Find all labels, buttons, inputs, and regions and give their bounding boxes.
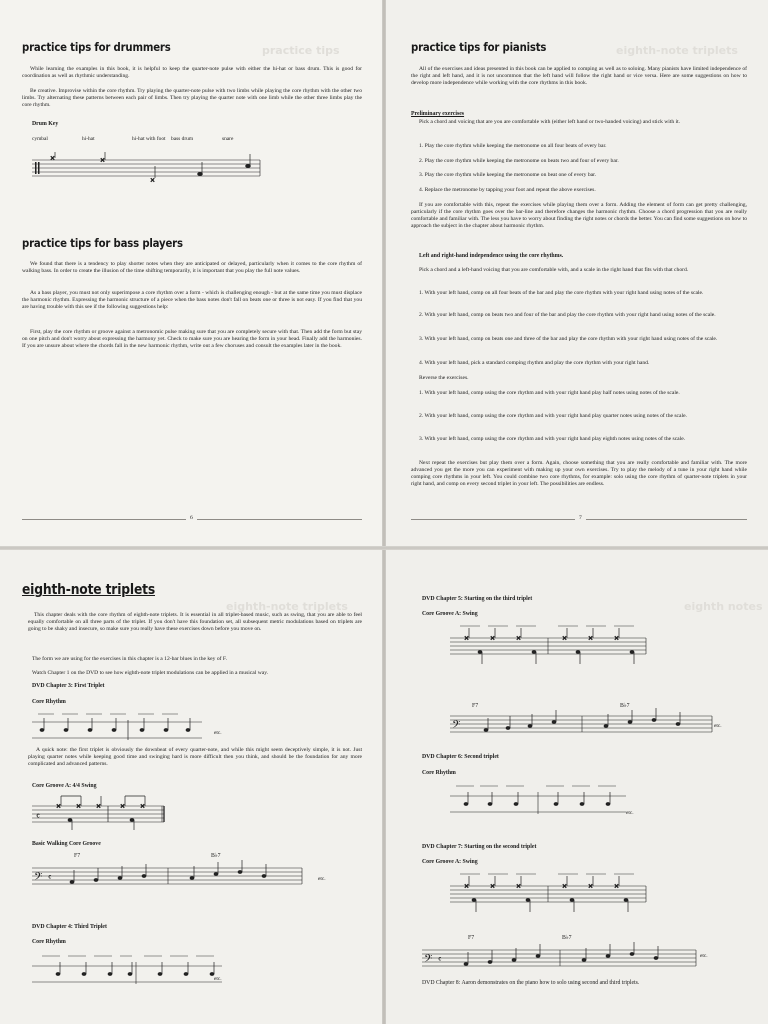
page-9: [384, 548, 768, 1024]
drum-key-staff: [32, 152, 262, 186]
dvd-chapter-5: DVD Chapter 5: Starting on the third triplet: [422, 596, 533, 602]
svg-text:×: ×: [150, 177, 156, 184]
chord-f7-2: F7: [468, 935, 475, 941]
page-number: 7: [575, 515, 586, 521]
key-cymbal: cymbal: [32, 136, 48, 142]
drummers-paragraph-1: While learning the examples in this book, it is helpful to keep the quarter-note pulse with either the hi-hat or bass drum. This is good for coordination as well as rhythmic understanding.: [22, 66, 362, 80]
svg-text:𝄢: 𝄢: [34, 871, 43, 886]
groove-a-label: Core Groove A: Swing: [422, 611, 478, 617]
drum-key-heading: Drum Key: [32, 121, 59, 127]
third-triplet-staff: [32, 950, 232, 986]
dvd-chapter-6: DVD Chapter 6: Second triplet: [422, 754, 499, 760]
svg-text:×: ×: [120, 803, 126, 810]
prelim-heading: Preliminary exercises: [411, 111, 465, 117]
walking-groove-label: Basic Walking Core Groove: [32, 841, 101, 847]
core-rhythm-label: Core Rhythm: [422, 770, 456, 776]
lr-item-3: 3. With your left hand, comp on beats one and three of the bar and play the core rhythm with your right hand using notes of the scale.: [419, 336, 718, 342]
independence-heading: Left and right-hand independence using the core rhythms.: [419, 253, 564, 259]
svg-text:×: ×: [56, 803, 62, 810]
walking-bass-staff: [32, 860, 312, 894]
chord-bb7: B♭7: [620, 703, 630, 709]
form-paragraph: If you are comfortable with this, repeat the exercises while playing them over a form. Adding the element of form can get pretty challenging, particularly if the core rhythm goes over the bar-line and therefore changes the harmonic rhythm. Choose a chord progression that you are really comfortable and familiar with. The less you have to worry about finding the right notes or chords the better. You can find some suggestions on how to approach the subject in the chapter about harmonic rhythm.: [411, 202, 747, 230]
svg-text:𝄢: 𝄢: [452, 719, 461, 734]
bleed-through-title: eighth-note triplets: [616, 44, 738, 57]
groove-a-bass-staff: [450, 708, 714, 742]
key-hihat: hi-hat: [82, 136, 95, 142]
independence-intro: Pick a chord and a left-hand voicing that you are comfortable with, and a scale in the right hand that fits with that chord.: [419, 267, 689, 273]
svg-text:×: ×: [562, 635, 568, 642]
watch-sentence: Watch Chapter 1 on the DVD to see how eighth-note triplet modulations can be applied in a musical way.: [32, 670, 269, 676]
svg-text:×: ×: [588, 883, 594, 890]
reverse-item-3: 3. With your left hand, comp using the core rhythm and with your right hand play eighth notes using notes of the scale.: [419, 436, 686, 442]
dvd-chapter-8: DVD Chapter 8: Aaron demonstrates on the piano how to solo using second and third triplets.: [422, 980, 640, 986]
intro-paragraph: This chapter deals with the core rhythm of eighth-note triplets. It is essential in all triplet-based music, such as swing, that you are able to feel equally comfortable on all three parts of the triplet. If you don't have this foundation set, all subsequent metric modulations based on triplets are going to be shaky and insecure, so make sure you really have these exercises down before you move on.: [28, 612, 362, 633]
svg-text:×: ×: [464, 883, 470, 890]
key-bass-drum: bass drum: [171, 136, 194, 142]
bass-players-title: practice tips for bass players: [22, 236, 183, 250]
svg-text:×: ×: [490, 883, 496, 890]
bleed-through-title: eighth-note triplets: [226, 600, 348, 613]
spread-separator: [0, 546, 768, 550]
chord-bb7-2: B♭7: [562, 935, 572, 941]
svg-text:×: ×: [588, 635, 594, 642]
svg-text:×: ×: [50, 155, 56, 162]
etc-label: etc.: [714, 723, 722, 729]
form-sentence: The form we are using for the exercises in this chapter is a 12-bar blues in the key of F.: [32, 656, 227, 662]
svg-text:𝄴: 𝄴: [48, 873, 52, 882]
svg-text:×: ×: [614, 635, 620, 642]
chapter-title: eighth-note triplets: [22, 582, 156, 598]
key-hihat-foot: hi-hat with foot: [132, 136, 166, 142]
page-6: [0, 0, 384, 548]
svg-text:×: ×: [562, 883, 568, 890]
page-7: [384, 0, 768, 548]
prelim-item-3: 3. Play the core rhythm while keeping the metronome on beat one of every bar.: [419, 172, 597, 178]
svg-text:×: ×: [100, 157, 106, 164]
etc-label: etc.: [700, 953, 708, 959]
quick-note-paragraph: A quick note: the first triplet is obviously the downbeat of every quarter-note, and while this might seem deceptively simple, it is not. Just playing quarter notes while keeping good time and swinging hard is more difficult then you think, and should be the foundation for any more complicated and advanced patterns.: [28, 747, 362, 768]
bleed-through-title: eighth notes: [684, 600, 763, 613]
lr-item-1: 1. With your left hand, comp on all four beats of the bar and play the core rhythm with your right hand using notes of the scale.: [419, 290, 704, 296]
chord-f7: F7: [472, 703, 479, 709]
core-rhythm-staff: [32, 708, 222, 744]
etc-label: etc.: [318, 876, 326, 882]
prelim-item-1: 1. Play the core rhythm while keeping the metronome on all four beats of every bar.: [419, 143, 607, 149]
chord-bb7: B♭7: [211, 853, 221, 859]
core-rhythm-label: Core Rhythm: [32, 699, 66, 705]
svg-text:𝄴: 𝄴: [438, 955, 442, 964]
svg-text:×: ×: [516, 883, 522, 890]
page-8: [0, 548, 384, 1024]
lr-item-2: 2. With your left hand, comp on beats two and four of the bar and play the core rhythm with your right hand using notes of the scale.: [419, 312, 716, 318]
book-gutter: [382, 0, 386, 1024]
etc-label: etc.: [214, 730, 222, 736]
bass-paragraph-2: As a bass player, you must not only superimpose a core rhythm over a form - which is challenging enough - but at the same time you must displace the harmonic rhythm. Expressing the harmonic structure of a piece when the bass notes don't fall on beats one or three is not easy. If you find that you are having trouble with this see if the following suggestions help:: [22, 290, 362, 311]
svg-text:×: ×: [76, 803, 82, 810]
svg-text:×: ×: [614, 883, 620, 890]
core-groove-label: Core Groove A: 4/4 Swing: [32, 783, 97, 789]
etc-label: etc.: [626, 810, 634, 816]
groove-a-staff-2: [450, 868, 650, 916]
svg-text:×: ×: [464, 635, 470, 642]
page-number: 6: [186, 515, 197, 521]
reverse-label: Reverse the exercises.: [419, 375, 469, 381]
svg-text:×: ×: [516, 635, 522, 642]
prelim-item-2: 2. Play the core rhythm while keeping the metronome on beats two and four of every bar.: [419, 158, 619, 164]
bleed-through-title: practice tips: [262, 44, 340, 57]
dvd-chapter-4: DVD Chapter 4: Third Triplet: [32, 924, 107, 930]
chord-f7: F7: [74, 853, 81, 859]
key-snare: snare: [222, 136, 234, 142]
svg-text:×: ×: [490, 635, 496, 642]
pianists-title: practice tips for pianists: [411, 40, 547, 54]
reverse-item-2: 2. With your left hand, comp using the core rhythm and with your right hand play quarter notes using notes of the scale.: [419, 413, 687, 419]
second-triplet-staff: [450, 780, 630, 816]
groove-a-bass-staff-2: [422, 942, 698, 976]
core-rhythm-label-2: Core Rhythm: [32, 939, 66, 945]
groove-a-staff: [450, 620, 650, 668]
etc-label: etc.: [214, 976, 222, 982]
pianists-intro: All of the exercises and ideas presented in this book can be applied to comping as well as to soloing. Many pianists have limited independence of the right and left hand, and it is not uncommon that the left hand will follow the right hand or vice versa. Here are some suggestions on how to develop more independence while working with the core rhythms in this book.: [411, 66, 747, 87]
reverse-item-1: 1. With your left hand, comp using the core rhythm and with your right hand play half notes using notes of the scale.: [419, 390, 680, 396]
svg-text:×: ×: [96, 803, 102, 810]
final-paragraph: Next repeat the exercises but play them over a form. Again, choose something that you are really comfortable and familiar with. The more advanced you get the more you can experiment with making up your own exercises. Try to play the melody of a tune in your right hand while comping core rhythms in your left. You could combine two core rhythms, for example: solo using the core rhythm of quarter-note triplets in your right hand, and comp on every second triplet in your left. The possibilities are endless.: [411, 460, 747, 488]
groove-a-label-2: Core Groove A: Swing: [422, 859, 478, 865]
bass-paragraph-1: We found that there is a tendency to play shorter notes when they are anticipated or delayed, particularly when it comes to the core rhythm of walking bass. In order to create the illusion of the time shifting temporarily, it is important that you play the full note values.: [22, 261, 362, 275]
core-groove-staff: [32, 794, 172, 834]
dvd-chapter-7: DVD Chapter 7: Starting on the second triplet: [422, 844, 537, 850]
dvd-chapter-3: DVD Chapter 3: First Triplet: [32, 683, 105, 689]
svg-text:𝄢: 𝄢: [424, 953, 433, 968]
prelim-item-4: 4. Replace the metronome by tapping your foot and repeat the above exercises.: [419, 187, 596, 193]
bass-paragraph-3: First, play the core rhythm or groove against a metronomic pulse making sure that you are completely secure with that. Then add the form but stay on one pitch and don't worry about expressing the harmony yet. Check to make sure you are hearing the form in your head. Finally add the harmonies. If you are unsure about where the chords fall in the new harmonic rhythm, write out a few choruses and consult the examples later in the book.: [22, 329, 362, 350]
drummers-title: practice tips for drummers: [22, 40, 171, 54]
svg-text:𝄴: 𝄴: [36, 812, 41, 822]
svg-text:×: ×: [140, 803, 146, 810]
drummers-paragraph-2: Be creative. Improvise within the core rhythm. Try playing the quarter-note pulse with two limbs while playing the core rhythm with the other two limbs. Try alternating these patterns between each pair of limbs. Then try playing the quarter note with one limb while the other three limbs play the core rhythm.: [22, 88, 362, 109]
prelim-intro: Pick a chord and voicing that are you are comfortable with (either left hand or two-handed voicing) and stick with it.: [419, 119, 681, 125]
lr-item-4: 4. With your left hand, pick a standard comping rhythm and play the core rhythm with your right hand.: [419, 360, 650, 366]
